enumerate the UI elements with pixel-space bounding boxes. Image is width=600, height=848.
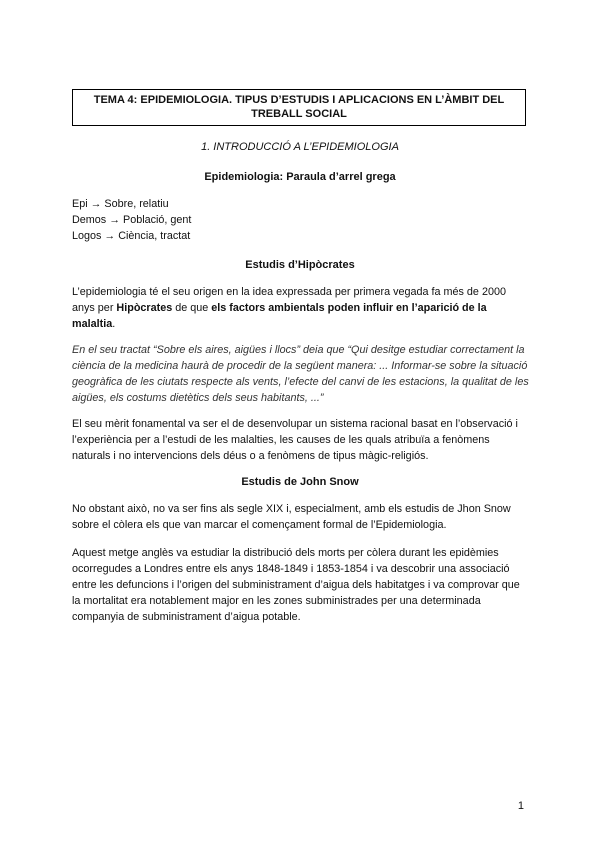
paragraph-snow-intro <box>72 501 530 533</box>
document-title-box <box>72 89 526 126</box>
snow-intro-text: No obstant això, no va ser fins als segle XIX i, especialment, amb els estudis de Jhon Snow sobre el còlera els que van marcar el començament formal de l’Epidemiologia. <box>72 503 511 531</box>
bold-environmental-factors: els factors ambientals poden influir en l’aparició de la malaltia <box>72 302 487 330</box>
text-run: . <box>112 318 116 330</box>
text-run: L’epidemiologia té el seu origen en la idea expressada per primera vegada fa més de 2000 anys per <box>72 286 506 314</box>
merit-text: El seu mèrit fonamental va ser el de desenvolupar un sistema racional basat en l’observació i l’experiència per a l’estudi de les malalties, les causes de les quals atribuïa a fenòmens naturals i no intervencions dels déus o a fenòmens de tipus màgic-religiós. <box>72 418 518 462</box>
page-number: 1 <box>517 800 524 812</box>
etymology-item: Logos → Ciència, tractat <box>72 230 191 242</box>
document-title-line-1: TEMA 4: EPIDEMIOLOGIA. TIPUS D’ESTUDIS I APLICACIONS EN L’ÀMBIT DEL <box>93 94 505 106</box>
quote-text: En el seu tractat “Sobre els aires, aigües i llocs” deia que “Qui desitge estudiar correctament la ciència de la medicina haurà de procedir de la següent manera: ... Informar-se sobre la situació geogràfica de les ciutats respecte als vents, l’efecte del canvi de les estacions, la qualitat de les aigües, els costums dietètics dels seus habitants, ...” <box>72 344 529 404</box>
paragraph-hipocrates-origin <box>72 284 530 332</box>
heading-hipocrates: Estudis d’Hipòcrates <box>245 259 355 271</box>
text-run: de que <box>172 302 212 314</box>
document-title-line-2: TREBALL SOCIAL <box>251 108 347 120</box>
etymology-list <box>72 196 530 244</box>
heading-john-snow: Estudis de John Snow <box>241 476 359 488</box>
section-heading-introduction: 1. INTRODUCCIÓ A L’EPIDEMIOLOGIA <box>201 141 399 153</box>
bold-name-hipocrates: Hipòcrates <box>116 302 173 314</box>
snow-study-text: Aquest metge anglès va estudiar la distribució dels morts per còlera durant les epidèmies ocorregudes a Londres entre els anys 1848-1849 i 1853-1854 i va descobrir una associació entre les defuncions i l’origen del subministrament d’aigua dels habitatges i va comprovar que la mortalitat era notablement major en les zones subministrades per una determinada companyia de subministrament d’aigua potable. <box>72 547 520 623</box>
paragraph-snow-study <box>72 545 530 625</box>
subheading-etymology: Epidemiologia: Paraula d’arrel grega <box>204 171 396 183</box>
etymology-item: Demos → Població, gent <box>72 214 192 226</box>
etymology-item: Epi → Sobre, relatiu <box>72 198 169 210</box>
quote-treatise <box>72 342 530 406</box>
paragraph-hipocrates-merit <box>72 416 530 464</box>
